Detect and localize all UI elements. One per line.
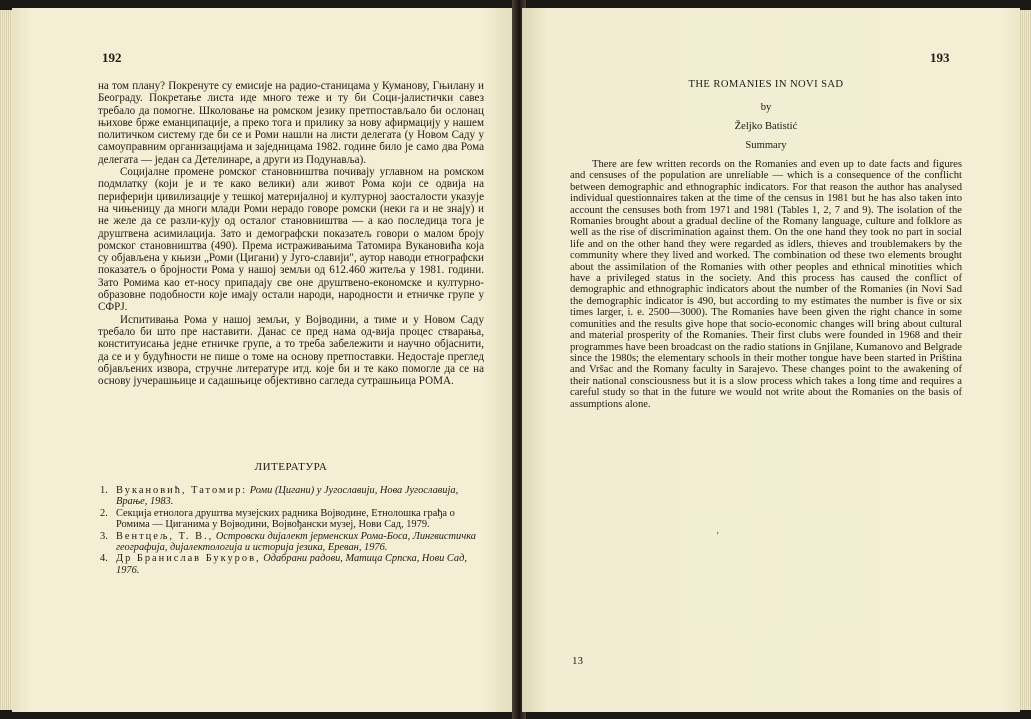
reference-item [100, 531, 484, 554]
byline-by: by [760, 102, 772, 113]
reference-author: Др Бранислав Букуров, [116, 553, 261, 565]
page-edges-left [0, 10, 12, 710]
reference-number: 1. [100, 485, 108, 496]
footer-number: 13 [572, 655, 583, 667]
literature-heading: ЛИТЕРАТУРА [254, 461, 328, 473]
page-number-right: 193 [930, 50, 950, 65]
reference-text: Роми (Цигани) у Југославији, Нова Југославија, Врање, 1983. [116, 485, 459, 508]
reference-item [100, 508, 484, 531]
reference-number: 3. [100, 530, 108, 542]
summary-paragraph: There are few written records on the Romanies and even up to date facts and figures and censuses of the population are unreliable — which is a consequence of the conflicht between demographic and ethnographic indicators. For that reason the author has analysed individual questionnaires taken at the time of the census in 1981 but he has also taken into account the censuses both from 1971 and 1981 (Tables 1, 2, 7 and 9). The isolation of the Romanies brought about a gradual decline of the Romany language, culture and folklore as well as the rise of discrimination against them. On the one hand they took no part in social life and on the other hand they were regarded as idlers, thieves and troublemakers by the community where they lived and worked. The combination od these two elements brought about the assimilation of the Romanies with other peoples and ethnical minotities which have a privileged status in the society. And this process has caused the conflict of demographic and ethnographic indicators about the number of the Romanies (in Novi Sad the demographic indicator is 490, but according to my estimates the number is five or six times larger, i. e. 2500—3000). The Romanies have been given the right chance in some comunities and the results give hope that socio-economic changes will bring about cultural and material prosperity of the Romanies. Their first clubs were founded in 1968 and their programmes have been broadcast on the radio stations in Gnjilane, Kumanovo and Belgrade since the 1980s; the elementary schools in their mother tongue have been started in Priština and Vršac and the Romany faculty in Sarajevo. These changes point to the awakening of their national consciousness but it is a slow process which takes a long time and requires a careful study so that in the future we would not write about the Romanies on the basis of assumptions alone. [570, 159, 962, 410]
pencil-mark: ʼ [716, 531, 720, 542]
author-name: Željko Batistić [734, 121, 798, 132]
reference-item [100, 553, 484, 576]
reference-number: 2. [100, 507, 108, 519]
reference-author: Вукановић, Татомир: [116, 485, 248, 496]
reference-author: Вентцељ, Т. В., [116, 530, 214, 542]
article-title: THE ROMANIES IN NOVI SAD [688, 79, 844, 90]
reference-number: 4. [100, 553, 108, 565]
reference-list [100, 485, 484, 576]
page-edges-right [1020, 10, 1031, 710]
reference-text: Островски дијалект јерменских Рома-Боса, Лингвистичка географија, дијалектологија и историја језика, Ереван, 1976. [116, 530, 476, 554]
right-page [522, 8, 1020, 712]
summary-text [570, 159, 962, 410]
paragraph-3: Испитивања Рома у нашој земљи, у Војводини, а тиме и у Новом Саду требало би што пре наставити. Данас се пред нама од-вија процес стварања, конституисања једне етничке групе, а то треба забележити и научно објаснити, да се и у будућности не пише о томе на основу претпоставки. Недостаје преглед објављених извора, стручне литературе итд. које би и те како помогле да се на основу јучерашњице и садашњице објективно сагледа сутрашњица РОМА. [98, 313, 484, 388]
paragraph-2: Социјалне промене ромског становништва почивају углавном на ромском подмлатку (који је и те како велики) али живот Рома који се одвија на периферији цивилизације у тешкој материјалној и културној заосталости указује на чињеницу да многи млади Роми нерадо говоре ромски (неки га и не знају) и не желе да се разли-кују од осталог становништва — а као последица тога је друштвена асимилација. Зато и демографски показатељ говори о малом броју ромског становништва (490). Према истраживањима Татомира Вукановића која су објављена у књизи „Роми (Цигани) у Југо-славији", аутор наводи етнографски показатељ о бројности Рома у нашој земљи од 612.460 житеља у 1981. години. Зато Ромима као ет-носу припадају све оне друштвено-економске и културно-образовне подобности које имају остали народи, народности и етничке групе у СФРЈ. [98, 166, 484, 314]
left-page [12, 8, 516, 712]
summary-heading: Summary [745, 140, 787, 151]
reference-text: Секција етнолога друштва музејских радника Војводине, Етнолошка грађа о Ромима — Циганима у Војводини, Војвођански музеј, Нови Сад, 1979. [116, 507, 455, 531]
page-number-left: 192 [102, 50, 122, 65]
paragraph-1: на том плану? Покренуте су емисије на радио-станицама у Куманову, Гњилану и Београду. Покретање листа иде много теже и ту би Соци-јалистички савез требало да помогне. Школовање на ромском језику претпостављало би ослонац њихове брже еманципације, а преко тога и прилику за нову афирмацију у нашем политичком систему где би се и Роми нашли на листи делегата (у Новом Саду у самоуправним организацијама и заједницама 1982. године било је само два Рома делегата — један са Детелинаре, а други из Подунавља). [98, 80, 484, 166]
body-text-left [98, 80, 484, 387]
reference-text: Одабрани радови, Матица Српска, Нови Сад, 1976. [116, 553, 467, 576]
reference-item [100, 485, 484, 508]
